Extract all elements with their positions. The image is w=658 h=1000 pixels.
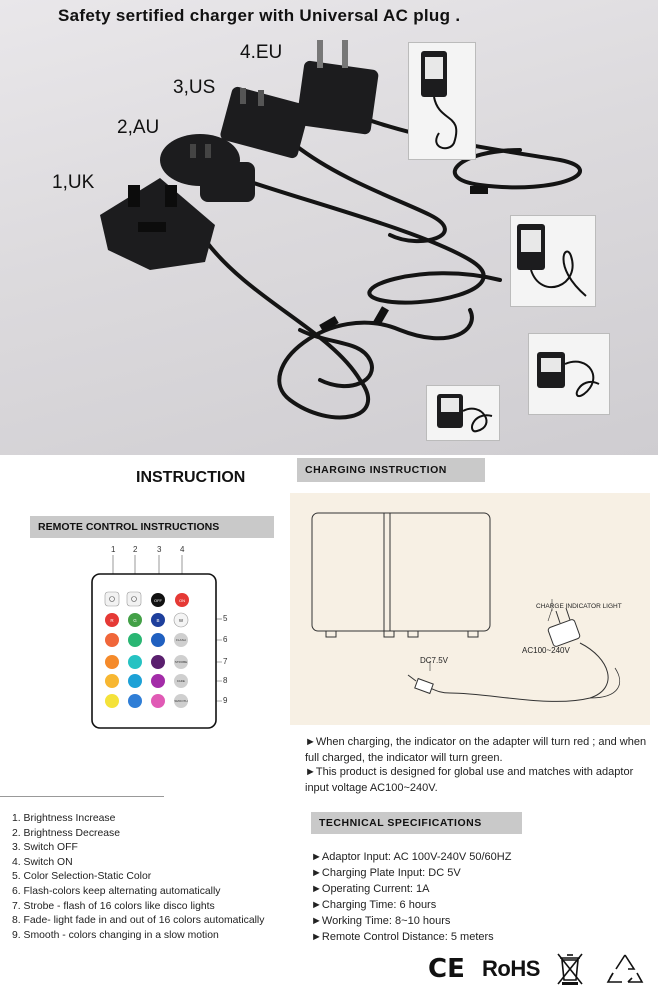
remote-control-diagram xyxy=(90,542,240,732)
legend-item: 6. Flash-colors keep alternating automatically xyxy=(12,885,221,897)
recycle-icon xyxy=(604,952,646,986)
legend-item: 4. Switch ON xyxy=(12,856,73,868)
ac-voltage-label: AC100~240V xyxy=(522,646,570,655)
remote-number-2: 2 xyxy=(133,545,138,554)
charging-bullet: ►When charging, the indicator on the adapter will turn red ; and when full charged, the indicator will turn green. xyxy=(305,736,647,764)
spec-item: ►Adaptor Input: AC 100V-240V 50/60HZ xyxy=(311,851,512,863)
remote-off-label: OFF xyxy=(154,598,162,603)
remote-number-9: 9 xyxy=(223,696,228,705)
plug-label-us: 3,US xyxy=(173,77,216,98)
weee-bin-icon xyxy=(556,952,584,986)
charging-bullet: ►This product is designed for global use and matches with adaptor input voltage AC100~240V. xyxy=(305,766,634,794)
remote-number-8: 8 xyxy=(223,676,228,685)
divider xyxy=(0,796,164,797)
remote-b-label: B xyxy=(156,618,160,623)
charging-instruction-header: CHARGING INSTRUCTION xyxy=(297,458,485,482)
plug-label-eu: 4.EU xyxy=(240,42,283,63)
remote-number-5: 5 xyxy=(223,614,228,623)
charge-indicator-label: CHARGE INDICATOR LIGHT xyxy=(536,603,622,610)
plug-label-au: 2,AU xyxy=(117,117,160,138)
legend-item: 9. Smooth - colors changing in a slow motion xyxy=(12,929,219,941)
legend-item: 7. Strobe - flash of 16 colors like disco lights xyxy=(12,900,215,912)
remote-on-label: ON xyxy=(179,598,185,603)
spec-item: ►Remote Control Distance: 5 meters xyxy=(311,931,494,943)
instruction-title: INSTRUCTION xyxy=(136,469,246,486)
thumbnail-uk-adapter xyxy=(426,385,500,441)
certification-marks xyxy=(428,952,653,988)
spec-item: ►Operating Current: 1A xyxy=(311,883,430,895)
charging-diagram xyxy=(290,493,650,725)
remote-g-label: G xyxy=(133,618,137,623)
thumbnail-au-adapter xyxy=(528,333,610,415)
specifications-list xyxy=(311,849,511,945)
remote-smooth-label: SMOOTH xyxy=(174,699,188,703)
spec-item: ►Charging Plate Input: DC 5V xyxy=(311,867,461,879)
uk-adapter xyxy=(100,178,215,270)
spec-item: ►Charging Time: 6 hours xyxy=(311,899,437,911)
remote-number-1: 1 xyxy=(111,545,116,554)
remote-number-6: 6 xyxy=(223,635,228,644)
remote-number-3: 3 xyxy=(157,545,162,554)
thumbnail-eu-adapter xyxy=(408,42,476,160)
remote-strobe-label: STROBE xyxy=(174,660,188,664)
remote-number-4: 4 xyxy=(180,545,185,554)
remote-control-header: REMOTE CONTROL INSTRUCTIONS xyxy=(30,516,274,538)
remote-number-7: 7 xyxy=(223,657,228,666)
remote-legend-list xyxy=(12,812,264,943)
remote-flash-label: FLASH xyxy=(176,638,186,642)
legend-item: 3. Switch OFF xyxy=(12,842,78,854)
eu-adapter xyxy=(296,40,379,135)
photo-title: Safety sertified charger with Universal AC plug . xyxy=(58,6,461,25)
remote-r-label: R xyxy=(110,618,114,623)
legend-item: 5. Color Selection-Static Color xyxy=(12,871,152,883)
technical-specifications-header: TECHNICAL SPECIFICATIONS xyxy=(311,812,522,834)
dc-voltage-label: DC7.5V xyxy=(420,656,449,665)
ce-mark: CE xyxy=(428,954,465,984)
plug-label-uk: 1,UK xyxy=(52,172,95,193)
rohs-mark: RoHS xyxy=(482,956,540,981)
remote-fade-label: FADE xyxy=(177,679,185,683)
legend-item: 8. Fade- light fade in and out of 16 colors automatically xyxy=(12,915,265,927)
spec-item: ►Working Time: 8~10 hours xyxy=(311,915,451,927)
legend-item: 2. Brightness Decrease xyxy=(12,827,121,839)
legend-item: 1. Brightness Increase xyxy=(12,813,116,824)
remote-w-label: W xyxy=(178,618,184,623)
charger-photo xyxy=(0,0,658,455)
thumbnail-us-adapter xyxy=(510,215,596,307)
